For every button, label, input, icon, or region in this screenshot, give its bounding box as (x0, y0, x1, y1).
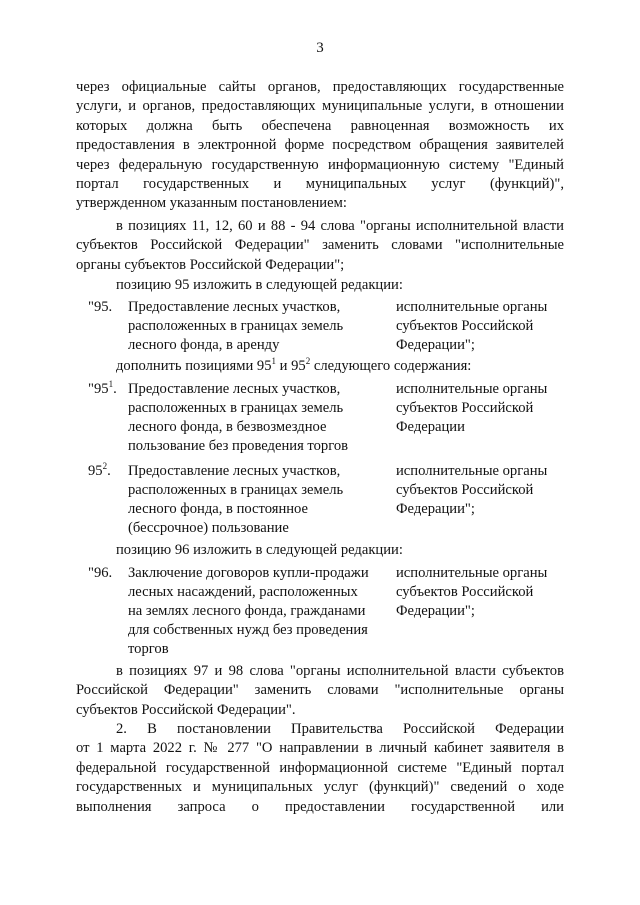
text-line: в позициях 97 и 98 слова "органы исполнительной власти субъектов (116, 663, 564, 679)
org-line: субъектов Российской (396, 584, 534, 600)
item-number: "$95^1$. (88, 379, 117, 397)
desc-line: лесного фонда, в постоянное (128, 501, 309, 517)
page-number: 3 (316, 40, 324, 56)
desc-line: расположенных в границах земель (128, 318, 344, 334)
paragraph-positions-97-98 (76, 662, 564, 720)
text-line: через официальные сайты органов, предоставляющих государственные (76, 79, 564, 95)
text-line: субъектов Российской Федерации". (76, 701, 296, 718)
desc-line: торгов (128, 641, 169, 657)
text-line: органы субъектов Российской Федерации"; (76, 256, 345, 273)
text-line: государственных и муниципальных услуг (функций)" сведений о ходе (76, 779, 564, 796)
desc-line: Предоставление лесных участков, (128, 381, 341, 397)
org-line: Федерации (396, 419, 465, 435)
text: и 95 (276, 358, 306, 374)
org-line: исполнительные органы (396, 463, 548, 479)
desc-line: для собственных нужд без проведения (128, 622, 368, 638)
org-line: исполнительные органы (396, 299, 548, 315)
org-line: субъектов Российской (396, 318, 534, 334)
text-line: Российской Федерации" заменить словами "исполнительные органы (76, 682, 564, 699)
paragraph-positions-11-12-60 (76, 217, 564, 275)
text-line: от 1 марта 2022 г. № 277 "О направлении в личный кабинет заявителя в (76, 740, 564, 757)
text-line: предоставления в электронной форме посредством обращения заявителей (76, 137, 564, 154)
superscript: 1 (271, 356, 277, 366)
item-number: $95^2$. (88, 461, 111, 479)
text: дополнить позициями 95 (116, 358, 272, 374)
text-line: 2. В постановлении Правительства Российской Федерации (116, 721, 564, 737)
desc-line: (бессрочное) пользование (128, 520, 289, 536)
intro-paragraph (76, 78, 564, 214)
item-organ (396, 564, 564, 621)
item-description (128, 462, 384, 538)
text-line: выполнения запроса о предоставлении государственной или (76, 798, 564, 815)
desc-line: лесных насаждений, расположенных (128, 584, 358, 600)
desc-line: лесного фонда, в аренду (128, 337, 280, 353)
paragraph-add-positions (76, 357, 564, 376)
desc-line: на землях лесного фонда, гражданами (128, 603, 366, 619)
desc-line: расположенных в границах земель (128, 482, 344, 498)
item-description (128, 298, 384, 355)
org-line: Федерации"; (396, 603, 475, 619)
item-description (128, 380, 384, 456)
org-line: исполнительные органы (396, 381, 548, 397)
paragraph-2-resolution (76, 720, 564, 817)
text-line: услуги, и органов, предоставляющих муниципальные услуги, в отношении (76, 98, 564, 115)
text-line: федеральной государственной информационной системе "Единый портал (76, 759, 564, 776)
desc-line: Предоставление лесных участков, (128, 463, 341, 479)
desc-line: пользование без проведения торгов (128, 438, 349, 454)
desc-line: Предоставление лесных участков, (128, 299, 341, 315)
text-line: в позициях 11, 12, 60 и 88 - 94 слова "органы исполнительной власти (116, 218, 564, 234)
item-organ (396, 380, 564, 437)
text-line: которых должна быть обеспечена равноценная возможность их (76, 117, 564, 134)
desc-line: лесного фонда, в безвозмездное (128, 419, 327, 435)
item-number: "95. (88, 299, 113, 315)
desc-line: расположенных в границах земель (128, 400, 344, 416)
text-line: через федеральную государственную информационную систему "Единый (76, 156, 564, 173)
paragraph-position-95: позицию 95 изложить в следующей редакции: (116, 277, 403, 293)
text-line: субъектов Российской Федерации" заменить словами "исполнительные (76, 237, 564, 254)
org-line: субъектов Российской (396, 400, 534, 416)
text-line: утвержденном указанным постановлением: (76, 195, 347, 212)
org-line: исполнительные органы (396, 565, 548, 581)
superscript: 2 (305, 356, 311, 366)
paragraph-position-96: позицию 96 изложить в следующей редакции: (116, 542, 403, 558)
org-line: субъектов Российской (396, 482, 534, 498)
item-organ (396, 298, 564, 355)
text-line: портал государственных и муниципальных услуг (функций)", (76, 176, 564, 193)
org-line: Федерации"; (396, 337, 475, 353)
text: следующего содержания: (310, 358, 472, 374)
desc-line: Заключение договоров купли-продажи (128, 565, 369, 581)
org-line: Федерации"; (396, 501, 475, 517)
item-description (128, 564, 384, 659)
item-organ (396, 462, 564, 519)
item-number: "96. (88, 565, 113, 581)
